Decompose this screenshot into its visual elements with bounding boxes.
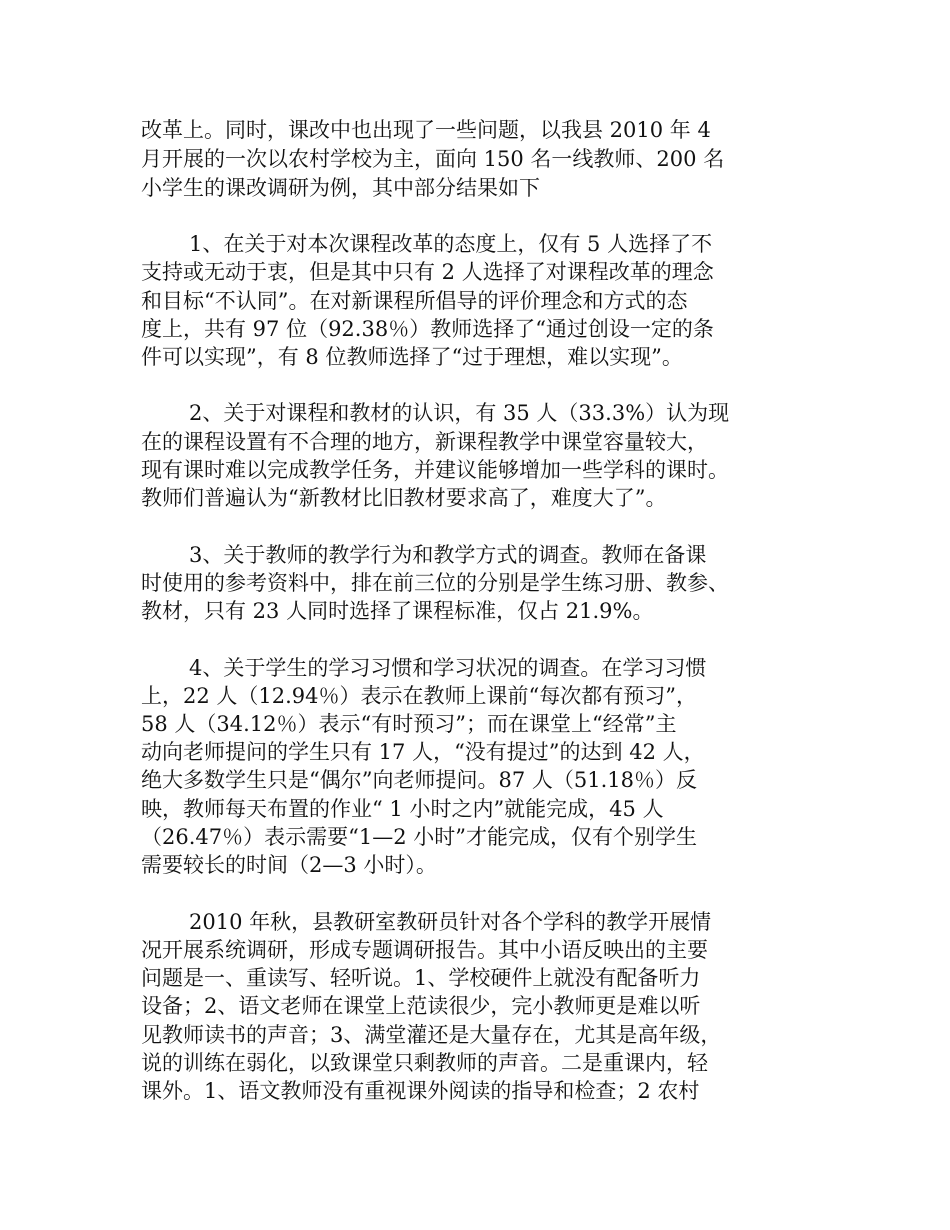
paragraph-4-line-3: 教材，只有 23 人同时选择了课程标准，仅占 21.9%。 (141, 599, 654, 623)
paragraph-5-line-3: 58 人（34.12％）表示“有时预习”；而在课堂上“经常”主 (141, 712, 677, 736)
paragraph-6-line-1: 2010 年秋，县教研室教研员针对各个学科的教学开展情 (189, 910, 712, 934)
paragraph-6-line-4: 设备；2、语文老师在课堂上范读很少，完小教师更是难以听 (141, 994, 701, 1018)
paragraph-5-line-4: 动向老师提问的学生只有 17 人，“没有提过”的达到 42 人， (141, 740, 705, 764)
paragraph-1-line-3: 小学生的课改调研为例，其中部分结果如下 (141, 176, 540, 200)
paragraph-3-line-4: 教师们普遍认为“新教材比旧教材要求高了，难度大了”。 (141, 486, 667, 510)
paragraph-2-line-2: 支持或无动于衷，但是其中只有 2 人选择了对课程改革的理念 (141, 260, 714, 284)
paragraph-5-line-6: 映，教师每天布置的作业“ 1 小时之内”就能完成，45 人 (141, 797, 664, 821)
paragraph-4-line-1: 3、关于教师的教学行为和教学方式的调查。教师在备课 (189, 543, 707, 567)
paragraph-5-line-1: 4、关于学生的学习习惯和学习状况的调查。在学习习惯 (189, 656, 707, 680)
paragraph-2-line-1: 1、在关于对本次课程改革的态度上，仅有 5 人选择了不 (189, 232, 713, 256)
paragraph-2-line-4: 度上，共有 97 位（92.38％）教师选择了“通过创设一定的条 (141, 317, 714, 341)
paragraph-3-line-3: 现有课时难以完成教学任务，并建议能够增加一些学科的课时。 (141, 458, 729, 482)
paragraph-6-line-3: 问题是一、重读写、轻听说。1、学校硬件上就没有配备听力 (141, 966, 701, 990)
paragraph-5-line-5: 绝大多数学生只是“偶尔”向老师提问。87 人（51.18％）反 (141, 768, 697, 792)
paragraph-2-line-5: 件可以实现”，有 8 位教师选择了“过于理想，难以实现”。 (141, 345, 683, 369)
paragraph-1-line-2: 月开展的一次以农村学校为主，面向 150 名一线教师、200 名 (141, 147, 725, 171)
paragraph-1-line-1: 改革上。同时，课改中也出现了一些问题，以我县 2010 年 4 (141, 118, 711, 142)
paragraph-5-line-7: （26.47％）表示需要“1—2 小时”才能完成，仅有个别学生 (141, 825, 697, 849)
paragraph-3-line-1: 2、关于对课程和教材的认识，有 35 人（33.3%）认为现 (189, 401, 730, 425)
paragraph-6-line-2: 况开展系统调研，形成专题调研报告。其中小语反映出的主要 (141, 938, 708, 962)
paragraph-3-line-2: 在的课程设置有不合理的地方，新课程教学中课堂容量较大， (141, 430, 708, 454)
paragraph-5-line-8: 需要较长的时间（2—3 小时）。 (141, 853, 437, 877)
paragraph-6-line-6: 说的训练在弱化，以致课堂只剩教师的声音。二是重课内，轻 (141, 1051, 708, 1075)
paragraph-5-line-2: 上，22 人（12.94％）表示在教师上课前“每次都有预习”， (141, 684, 697, 708)
paragraph-2-line-3: 和目标“不认同”。在对新课程所倡导的评价理念和方式的态 (141, 289, 688, 313)
paragraph-6-line-5: 见教师读书的声音；3、满堂灌还是大量存在，尤其是高年级， (141, 1023, 722, 1047)
paragraph-6-line-7: 课外。1、语文教师没有重视课外阅读的指导和检查；2 农村 (141, 1079, 700, 1103)
paragraph-4-line-2: 时使用的参考资料中，排在前三位的分别是学生练习册、教参、 (141, 571, 729, 595)
